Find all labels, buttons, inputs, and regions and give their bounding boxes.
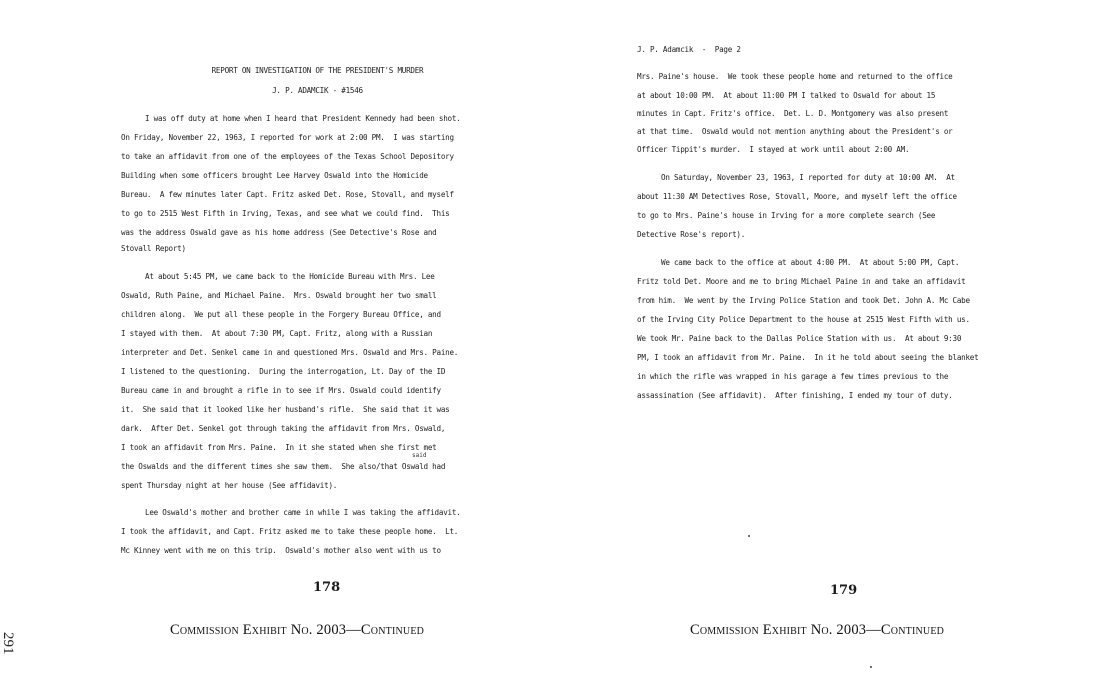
text-line: Building when some officers brought Lee Harvey Oswald into the Homicide [121,171,428,180]
text-line: Lee Oswald's mother and brother came in while I was taking the affidavit. [145,508,461,517]
text-line: On Friday, November 22, 1963, I reported for work at 2:00 PM. I was starting [121,133,454,142]
text-line: Bureau. A few minutes later Capt. Fritz asked Det. Rose, Stovall, and myself [121,190,454,199]
speck-mark [870,666,872,668]
right-page [548,0,1094,691]
text-line: I stayed with them. At about 7:30 PM, Capt. Fritz, along with a Russian [121,329,433,338]
text-line: Detective Rose's report). [637,230,746,239]
text-line: to go to Mrs. Paine's house in Irving for a more complete search (See [637,211,936,220]
exhibit-caption: Commission Exhibit No. 2003—Continued [170,622,425,638]
text-line: interpreter and Det. Senkel came in and questioned Mrs. Oswald and Mrs. Paine. [121,348,459,357]
report-author: J. P. ADAMCIK - #1546 [272,86,363,95]
text-line: of the Irving City Police Department to the house at 2515 West Fifth with us. [637,315,970,324]
text-line: children along. We put all these people in the Forgery Bureau Office, and [121,310,441,319]
text-line: On Saturday, November 23, 1963, I reported for duty at 10:00 AM. At [661,173,955,182]
left-page [0,0,545,691]
text-line: I took an affidavit from Mrs. Paine. In it she stated when she first met [121,443,437,452]
text-line: I was off duty at home when I heard that President Kennedy had been shot. [145,114,461,123]
text-line: I listened to the questioning. During the interrogation, Lt. Day of the ID [121,367,446,376]
page-header: J. P. Adamcik - Page 2 [637,45,741,54]
text-line: it. She said that it looked like her husband's rifle. She said that it was [121,405,450,414]
margin-page-number: 291 [0,632,16,655]
text-line: We took Mr. Paine back to the Dallas Police Station with us. At about 9:30 [637,334,962,343]
text-line: Stovall Report) [121,244,186,253]
page-number: 179 [830,583,858,598]
text-line: dark. After Det. Senkel got through taking the affidavit from Mrs. Oswald, [121,424,446,433]
text-line: to go to 2515 West Fifth in Irving, Texas, and see what we could find. This [121,209,450,218]
text-line: PM, I took an affidavit from Mr. Paine. In it he told about seeing the blanket [637,353,979,362]
text-line: At about 5:45 PM, we came back to the Homicide Bureau with Mrs. Lee [145,272,435,281]
text-line: minutes in Capt. Fritz's office. Det. L. D. Montgomery was also present [637,109,949,118]
report-title: REPORT ON INVESTIGATION OF THE PRESIDENT'S MURDER [211,66,424,75]
text-line: Officer Tippit's murder. I stayed at work until about 2:00 AM. [637,145,910,154]
text-line: spent Thursday night at her house (See affidavit). [121,481,338,490]
text-line: Fritz told Det. Moore and me to bring Michael Paine in and take an affidavit [637,277,966,286]
text-line: at about 10:00 PM. At about 11:00 PM I talked to Oswald for about 15 [637,91,936,100]
text-line: at that time. Oswald would not mention anything about the President's or [637,127,953,136]
text-line: Mrs. Paine's house. We took these people home and returned to the office [637,72,953,81]
text-line: was the address Oswald gave as his home address (See Detective's Rose and [121,228,437,237]
text-line: in which the rifle was wrapped in his garage a few times previous to the [637,372,949,381]
text-line: to take an affidavit from one of the employees of the Texas School Depository [121,152,454,161]
text-line: about 11:30 AM Detectives Rose, Stovall, Moore, and myself left the office [637,192,957,201]
text-line: Oswald, Ruth Paine, and Michael Paine. Mrs. Oswald brought her two small [121,291,437,300]
exhibit-caption: Commission Exhibit No. 2003—Continued [690,622,945,638]
text-line: from him. We went by the Irving Police Station and took Det. John A. Mc Cabe [637,296,970,305]
speck-mark [748,535,750,537]
page-number: 178 [313,580,341,595]
text-line: the Oswalds and the different times she saw them. She also/that Oswald had [121,462,446,471]
text-line: We came back to the office at about 4:00 PM. At about 5:00 PM, Capt. [661,258,960,267]
text-line: assassination (See affidavit). After finishing, I ended my tour of duty. [637,391,953,400]
text-line: Bureau came in and brought a rifle in to see if Mrs. Oswald could identify [121,386,441,395]
handwritten-insert: said [412,452,427,459]
text-line: Mc Kinney went with me on this trip. Oswald's mother also went with us to [121,546,441,555]
text-line: I took the affidavit, and Capt. Fritz asked me to take these people home. Lt. [121,527,459,536]
